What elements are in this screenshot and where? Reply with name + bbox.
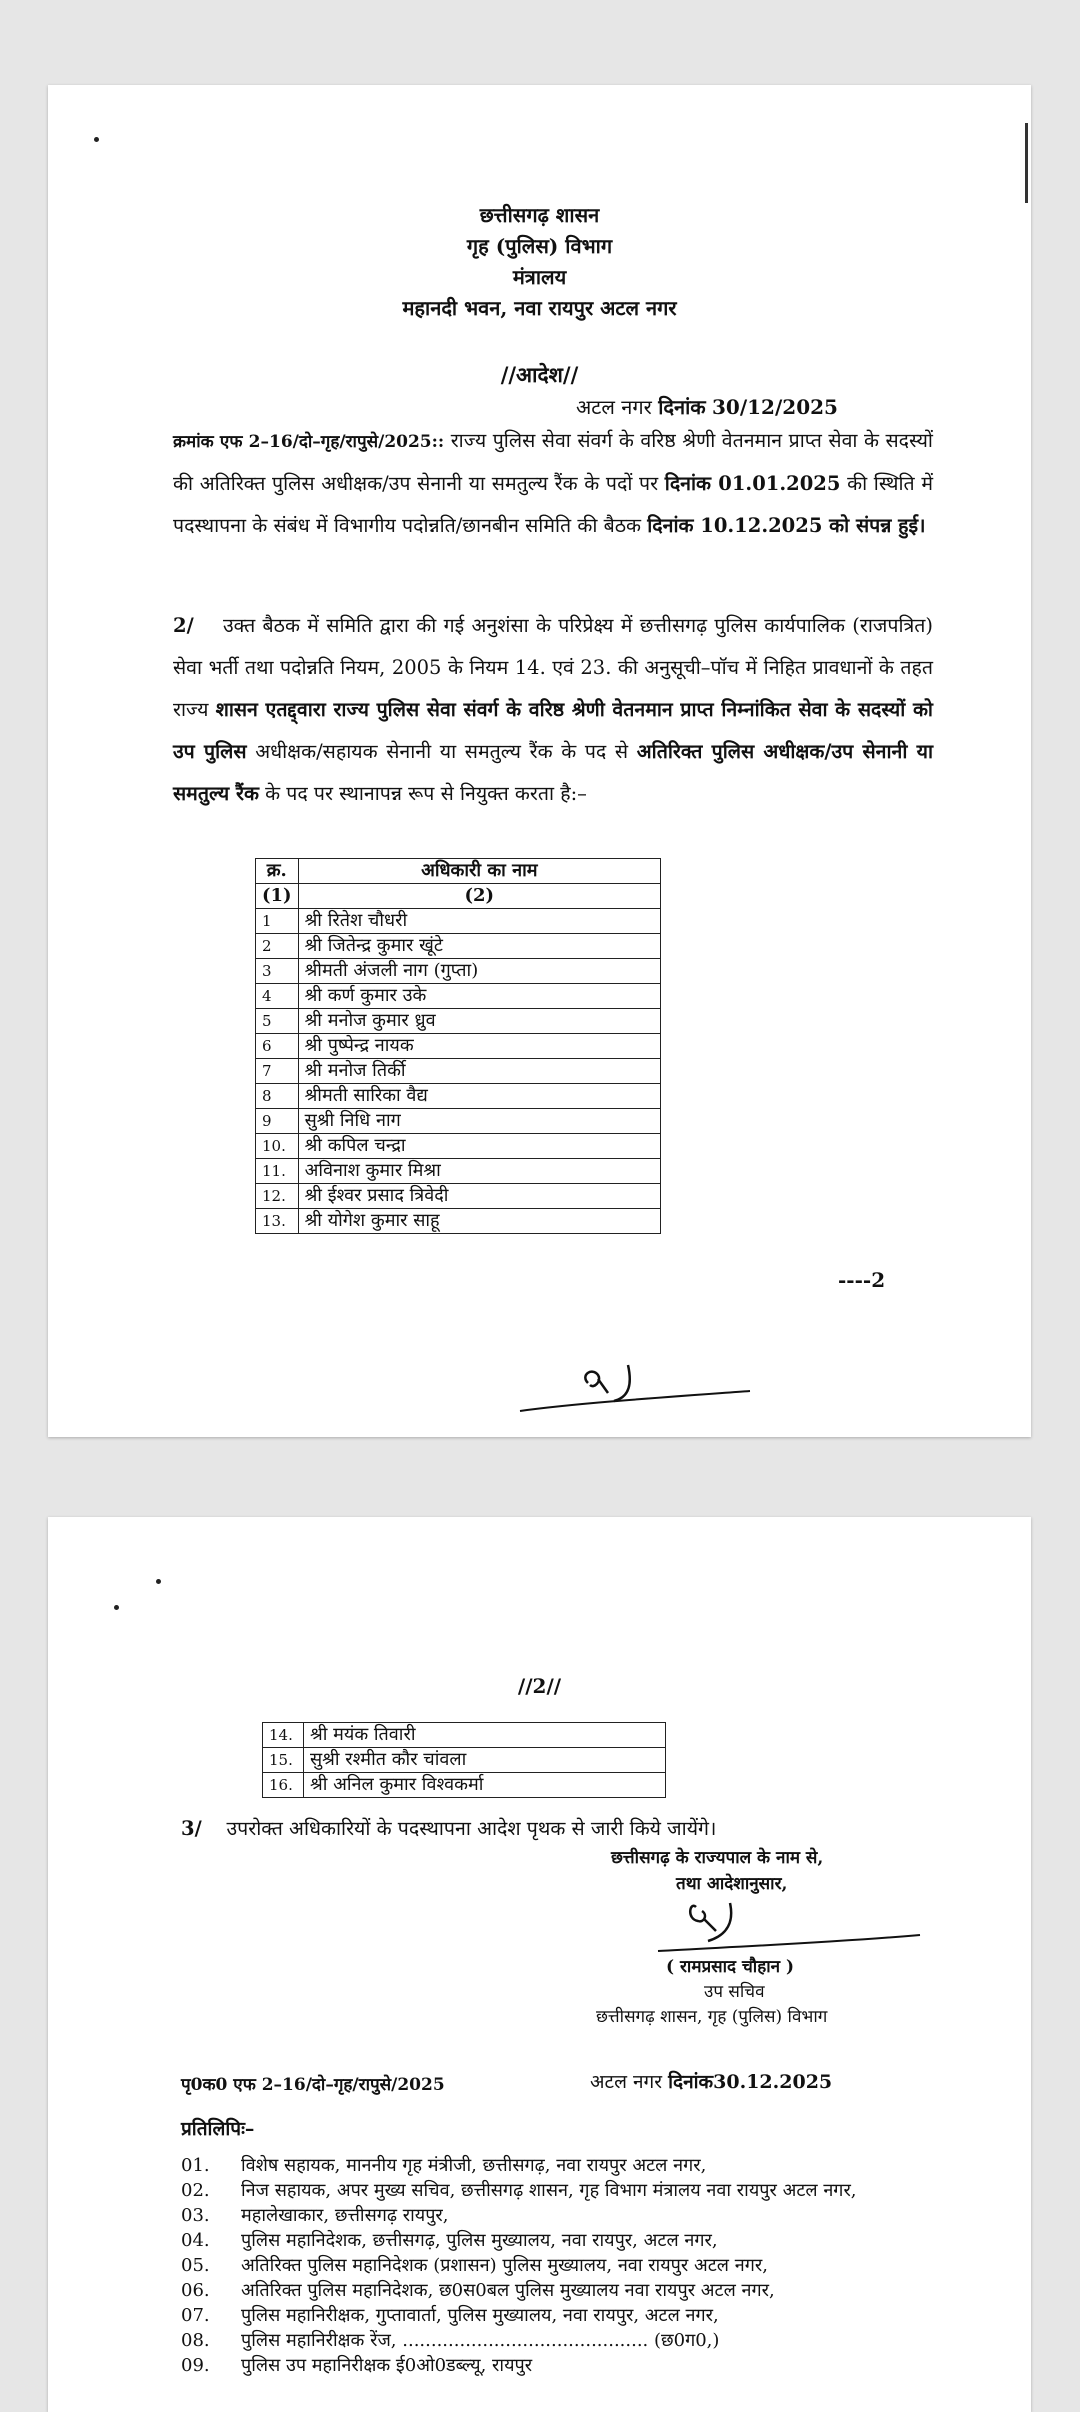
para2-text-c: के पद पर स्थानापन्न रूप से नियुक्त करता है:– (258, 782, 587, 805)
row-officer-name: श्री मनोज कुमार ध्रुव (298, 1009, 660, 1034)
para1-date-a: दिनांक 01.01.2025 (664, 472, 841, 495)
table-row (263, 1723, 666, 1748)
cc-item-number: 02. (181, 2180, 210, 2201)
row-officer-name: सुश्री निधि नाग (298, 1109, 660, 1134)
row-serial: 8 (256, 1084, 299, 1109)
row-serial: 7 (256, 1059, 299, 1084)
cc-item-number: 05. (181, 2255, 210, 2276)
table-row (256, 1109, 661, 1134)
cc-item-text: महालेखाकार, छत्तीसगढ़ रायपुर, (241, 2205, 449, 2226)
row-officer-name: श्रीमती अंजली नाग (गुप्ता) (298, 959, 660, 984)
table-row (256, 1034, 661, 1059)
para1-date-b: दिनांक 10.12.2025 को संपन्न हुई। (647, 514, 926, 537)
paragraph-1 (173, 420, 933, 547)
table-row (256, 1184, 661, 1209)
table-row (263, 1773, 666, 1798)
table-row (263, 1748, 666, 1773)
row-officer-name: श्री पुष्पेन्द्र नायक (298, 1034, 660, 1059)
cc-item-number: 04. (181, 2230, 210, 2251)
row-serial: 14. (263, 1723, 304, 1748)
row-serial: 6 (256, 1034, 299, 1059)
signature-line-2: तथा आदेशानुसार, (676, 1874, 788, 1894)
para2-bold-a: शासन एतद्द्वारा राज्य पुलिस सेवा संवर्ग के वरिष्ठ श्रेणी वेतनमान प्राप्त निम्नांकित सेवा के सदस्यों को उप पुलिस (173, 698, 933, 763)
row-serial: 15. (263, 1748, 304, 1773)
table-row (256, 1209, 661, 1234)
document-page-1 (48, 85, 1031, 1437)
scan-speck (114, 1605, 119, 1610)
signatory-designation: उप सचिव (704, 1982, 765, 2002)
row-officer-name: श्री कपिल चन्द्रा (298, 1134, 660, 1159)
cc-list (181, 2153, 981, 2378)
cc-list-item (181, 2178, 981, 2203)
scan-edge-mark (1025, 123, 1028, 203)
officer-table (255, 858, 661, 1234)
order-date: 30/12/2025 (712, 395, 838, 419)
col-subheader-serial: (1) (256, 884, 299, 909)
cc-list-item (181, 2203, 981, 2228)
paragraph-2 (173, 605, 933, 815)
para1-text-a: राज्य पुलिस सेवा संवर्ग के वरिष्ठ श्रेणी वेतनमान प्राप्त सेवा के सदस्यों की अतिरिक्त पुलिस अधीक्षक/उप सेनानी या समतुल्य रैंक के पदों पर (173, 429, 933, 495)
cc-item-number: 03. (181, 2205, 210, 2226)
officer-table-continued (262, 1722, 666, 1798)
cc-list-item (181, 2228, 981, 2253)
row-officer-name: श्री मयंक तिवारी (304, 1723, 666, 1748)
row-serial: 3 (256, 959, 299, 984)
cc-list-item (181, 2303, 981, 2328)
paragraph-3 (181, 1814, 716, 1841)
table-row (256, 909, 661, 934)
para2-number: 2/ (173, 614, 194, 637)
table-row (256, 1009, 661, 1034)
table-row (256, 1084, 661, 1109)
row-officer-name: श्री मनोज तिर्की (298, 1059, 660, 1084)
cc-item-number: 09. (181, 2355, 210, 2376)
signatory-department: छत्तीसगढ़ शासन, गृह (पुलिस) विभाग (596, 2007, 828, 2027)
order-date-place: अटल नगर (576, 395, 652, 419)
cc-item-number: 06. (181, 2280, 210, 2301)
cc-item-number: 08. (181, 2330, 210, 2351)
signature-line-1: छत्तीसगढ़ के राज्यपाल के नाम से, (611, 1848, 824, 1868)
table-subheader-row (256, 884, 661, 909)
scan-speck (94, 137, 99, 142)
row-serial: 4 (256, 984, 299, 1009)
cc-item-text: अतिरिक्त पुलिस महानिदेशक, छ0स0बल पुलिस मुख्यालय नवा रायपुर अटल नगर, (241, 2280, 775, 2301)
cc-item-text: पुलिस महानिरीक्षक रेंज, ........................................... (छ0ग0,) (241, 2330, 720, 2351)
cc-item-text: विशेष सहायक, माननीय गृह मंत्रीजी, छत्तीसगढ़, नवा रायपुर अटल नगर, (241, 2155, 707, 2176)
cc-list-item (181, 2353, 981, 2378)
row-officer-name: श्री जितेन्द्र कुमार खूंटे (298, 934, 660, 959)
signatory-name: ( रामप्रसाद चौहान ) (666, 1957, 795, 1977)
row-officer-name: श्री योगेश कुमार साहू (298, 1209, 660, 1234)
para2-text-b: अधीक्षक/सहायक सेनानी या समतुल्य रैंक के पद से (246, 740, 637, 763)
row-officer-name: श्री रितेश चौधरी (298, 909, 660, 934)
header-address: महानदी भवन, नवा रायपुर अटल नगर (402, 296, 677, 320)
document-page-2 (48, 1517, 1031, 2412)
continued-marker: ----2 (838, 1268, 886, 1292)
row-officer-name: श्री कर्ण कुमार उके (298, 984, 660, 1009)
row-serial: 13. (256, 1209, 299, 1234)
order-date-line (576, 393, 838, 420)
endorsement-date-line (590, 2068, 832, 2094)
header-govt: छत्तीसगढ़ शासन (479, 203, 600, 227)
col-subheader-name: (2) (298, 884, 660, 909)
row-officer-name: अविनाश कुमार मिश्रा (298, 1159, 660, 1184)
order-date-label: दिनांक (658, 395, 706, 419)
cc-list-item (181, 2253, 981, 2278)
cc-title: प्रतिलिपिः– (181, 2118, 255, 2140)
row-serial: 5 (256, 1009, 299, 1034)
table-header-row (256, 859, 661, 884)
row-serial: 12. (256, 1184, 299, 1209)
row-serial: 11. (256, 1159, 299, 1184)
para2-text-a: उक्त बैठक में समिति द्वारा की गई अनुशंसा के परिप्रेक्ष्य में छत्तीसगढ़ पुलिस कार्यपालिक (राजपत्रित) सेवा भर्ती तथा पदोन्नति नियम, 2005 के नियम 14. एवं 23. की अनुसूची–पॉच में निहित प्रावधानों के तहत राज्य (173, 614, 933, 721)
cc-item-text: निज सहायक, अपर मुख्य सचिव, छत्तीसगढ़ शासन, गृह विभाग मंत्रालय नवा रायपुर अटल नगर, (241, 2180, 857, 2201)
endorsement-place: अटल नगर (590, 2071, 663, 2093)
table-row (256, 1059, 661, 1084)
endorsement-date: 30.12.2025 (713, 2071, 833, 2093)
cc-item-text: पुलिस उप महानिरीक्षक ई0ओ0डब्ल्यू, रायपुर (241, 2355, 533, 2376)
page-number: //2// (517, 1674, 562, 1698)
row-serial: 16. (263, 1773, 304, 1798)
row-serial: 1 (256, 909, 299, 934)
order-title: //आदेश// (500, 362, 579, 387)
col-header-serial: क्र. (256, 859, 299, 884)
row-serial: 9 (256, 1109, 299, 1134)
header-ministry: मंत्रालय (512, 265, 567, 289)
cc-item-number: 01. (181, 2155, 210, 2176)
row-officer-name: श्रीमती सारिका वैद्य (298, 1084, 660, 1109)
row-serial: 10. (256, 1134, 299, 1159)
signature-mark (518, 1345, 758, 1425)
table-row (256, 959, 661, 984)
cc-list-item (181, 2278, 981, 2303)
row-serial: 2 (256, 934, 299, 959)
cc-item-text: पुलिस महानिरीक्षक, गुप्तावार्ता, पुलिस मुख्यालय, नवा रायपुर, अटल नगर, (241, 2305, 719, 2326)
table-row (256, 1159, 661, 1184)
table-row (256, 1134, 661, 1159)
para3-number: 3/ (181, 1817, 202, 1840)
para3-text: उपरोक्त अधिकारियों के पदस्थापना आदेश पृथक से जारी किये जायेंगे। (226, 1817, 717, 1840)
cc-item-text: अतिरिक्त पुलिस महानिदेशक (प्रशासन) पुलिस मुख्यालय, नवा रायपुर अटल नगर, (241, 2255, 768, 2276)
table-row (256, 984, 661, 1009)
endorsement-date-label: दिनांक (668, 2071, 714, 2093)
para2-bold-b: अतिरिक्त पुलिस अधीक्षक/उप सेनानी या समतुल्य रैंक (173, 740, 933, 805)
scan-speck (156, 1579, 161, 1584)
para1-text-b: की स्थिति में पदस्थापना के संबंध में विभागीय पदोन्नति/छानबीन समिति की बैठक (173, 472, 933, 537)
row-officer-name: श्री अनिल कुमार विश्वकर्मा (304, 1773, 666, 1798)
table-row (256, 934, 661, 959)
header-department: गृह (पुलिस) विभाग (466, 234, 613, 258)
cc-item-number: 07. (181, 2305, 210, 2326)
order-ref-number: क्रमांक एफ 2–16/दो–गृह/रापुसे/2025:: (173, 432, 445, 452)
endorsement-ref: पृ0क0 एफ 2–16/दो–गृह/रापुसे/2025 (181, 2075, 445, 2095)
cc-list-item (181, 2328, 981, 2353)
cc-item-text: पुलिस महानिदेशक, छत्तीसगढ़, पुलिस मुख्यालय, नवा रायपुर, अटल नगर, (241, 2230, 718, 2251)
col-header-name: अधिकारी का नाम (298, 859, 660, 884)
row-officer-name: श्री ईश्वर प्रसाद त्रिवेदी (298, 1184, 660, 1209)
cc-list-item (181, 2153, 981, 2178)
row-officer-name: सुश्री रश्मीत कौर चांवला (304, 1748, 666, 1773)
